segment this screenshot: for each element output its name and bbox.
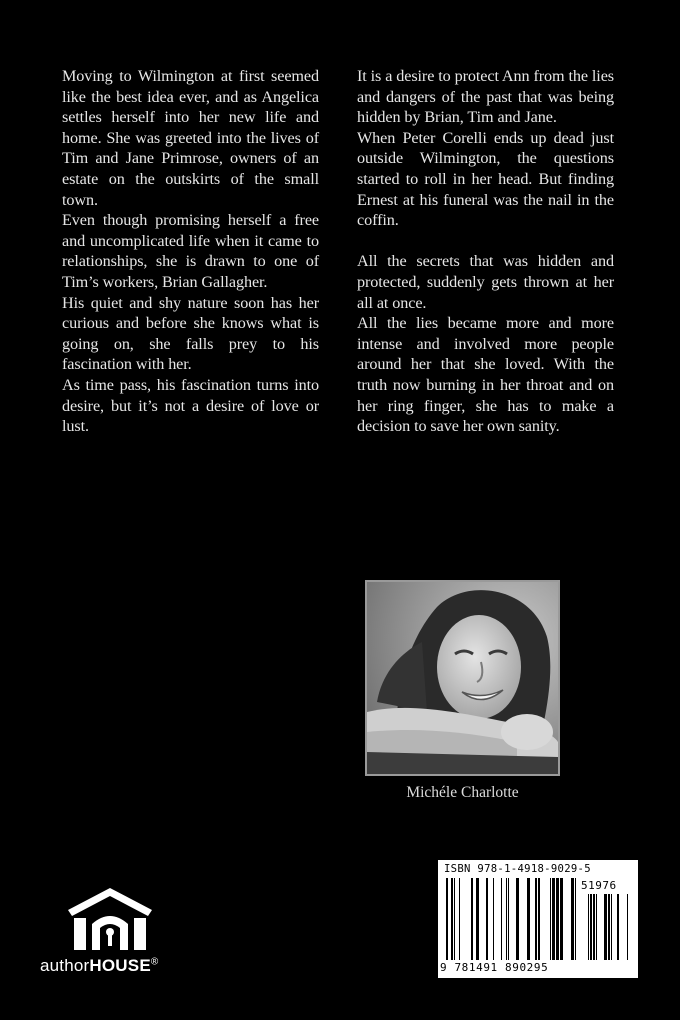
blurb-paragraph: His quiet and shy nature soon has her curious and before she knows what is going on, she falls prey to his fascination with her.: [62, 293, 319, 374]
barcode-bar: [575, 878, 576, 960]
blurb-paragraph: All the secrets that was hidden and protected, suddenly gets thrown at her all at once.: [357, 252, 614, 312]
barcode-bar: [604, 894, 607, 960]
barcode-bar: [617, 894, 619, 960]
registered-mark: ®: [150, 956, 159, 968]
barcode-bar: [516, 878, 519, 960]
isbn-barcode: [438, 860, 638, 978]
author-name: Michéle Charlotte: [406, 784, 519, 801]
paragraph-spacer: [357, 231, 614, 252]
barcode-bar: [596, 894, 597, 960]
ean-digits: 9 781491 890295: [440, 961, 549, 974]
barcode-bar: [560, 878, 563, 960]
barcode-bar: [538, 878, 540, 960]
publisher-name-part2: HOUSE: [89, 956, 151, 975]
blurb-paragraph: When Peter Corelli ends up dead just outside Wilmington, the questions started to roll in her head. But finding Ernest at his funeral was the nail in the coffin.: [357, 128, 614, 230]
blurb-paragraph: As time pass, his fascination turns into desire, but it’s not a desire of love or lust.: [62, 375, 319, 436]
author-photo: [365, 580, 560, 776]
publisher-name-part1: author: [40, 956, 90, 975]
isbn-text: ISBN 978-1-4918-9029-5: [444, 863, 591, 875]
barcode-bar: [476, 878, 479, 960]
barcode-bar: [493, 878, 494, 960]
barcode-bar: [471, 878, 473, 960]
barcode-bar: [571, 878, 574, 960]
blurb-paragraph: Even though promising herself a free and uncomplicated life when it came to relationships, she is drawn to one of Tim’s workers, Brian Gallagher.: [62, 211, 319, 291]
publisher-name: [40, 956, 158, 976]
barcode-bar: [506, 878, 507, 960]
barcode-bar: [590, 894, 592, 960]
blurb-paragraph: Moving to Wilmington at first seemed like the best idea ever, and as Angelica settles herself into her new life and home. She was greeted into the lives of Tim and Jane Primrose, owners of an estate on the outskirts of the small town.: [62, 67, 319, 209]
blurb-paragraph: All the lies became more and more intense and involved more people around her that she loved. With the truth now burning in her throat and on her ring finger, she has to make a decision to save her own sanity.: [357, 314, 614, 436]
barcode-bar: [588, 894, 589, 960]
blurb-right-column: [357, 66, 614, 437]
blurb-left-column: [62, 66, 319, 437]
barcode-bar: [556, 878, 559, 960]
barcode-bar: [451, 878, 453, 960]
barcode-bar: [501, 878, 502, 960]
barcode-bar: [486, 878, 488, 960]
barcode-bar: [627, 894, 628, 960]
barcode-bar: [459, 878, 460, 960]
barcode-bar: [508, 878, 509, 960]
barcode-bar: [552, 878, 555, 960]
barcode-bar: [550, 878, 551, 960]
barcode-bar: [608, 894, 610, 960]
barcode-bar: [593, 894, 595, 960]
barcode-bar: [611, 894, 612, 960]
barcode-bar: [454, 878, 455, 960]
barcode-bar: [527, 878, 530, 960]
price-code: 51976: [581, 879, 617, 892]
blurb-paragraph: It is a desire to protect Ann from the lies and dangers of the past that was being hidden by Brian, Tim and Jane.: [357, 67, 614, 127]
barcode-bar: [446, 878, 448, 960]
barcode-bar: [535, 878, 537, 960]
